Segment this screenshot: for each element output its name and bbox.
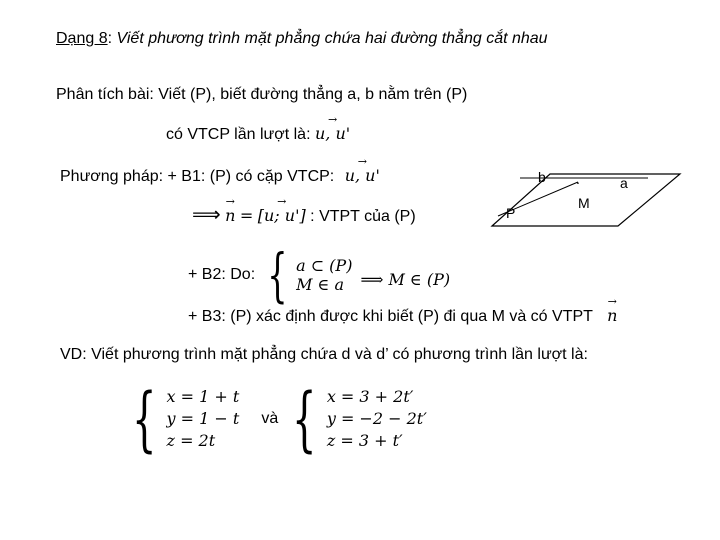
d-prime-brace: {: [292, 378, 317, 460]
step-2-condition-1: a ⊂ (P): [296, 256, 353, 275]
equals-sign: =: [239, 206, 254, 225]
label-b: b: [538, 169, 546, 185]
analysis-vectors: → u, u': [315, 124, 350, 143]
point-dot: .: [576, 171, 580, 187]
line-d-prime-equations: [327, 386, 427, 452]
cross-product: → [u; u']: [258, 206, 306, 225]
analysis-line-1: Phân tích bài: Viết (P), biết đường thẳng a, b nằm trên (P): [56, 86, 468, 103]
d-prime-eq-z: z = 3 + t′: [326, 431, 403, 450]
label-m: M: [578, 195, 590, 211]
label-p: P: [506, 205, 516, 221]
method-step-2: [188, 241, 451, 309]
step-1-text: + B1: (P) có cặp VTCP:: [167, 168, 335, 185]
method-label: Phương pháp:: [60, 168, 164, 185]
step-3-text: + B3: (P) xác định được khi biết (P) đi qua M và có VTPT: [188, 308, 593, 325]
analysis-line-2: [166, 124, 350, 144]
d-brace: {: [132, 378, 157, 460]
example-prompt: VD: Viết phương trình mặt phẳng chứa d và d’ có phương trình lần lượt là:: [60, 346, 588, 363]
plane-diagram: [490, 160, 690, 230]
analysis-line-2-text: có VTCP lần lượt là:: [166, 126, 311, 143]
step-2-condition-2: M ∈ a: [296, 275, 344, 294]
step-1-vectors: → u, u': [345, 166, 380, 185]
step-3-vector: → n: [607, 306, 617, 325]
method-step-1: [60, 166, 380, 186]
d-eq-z: z = 2t: [166, 431, 216, 450]
left-brace: {: [267, 241, 288, 309]
d-prime-eq-x: x = 3 + 2t′: [326, 387, 414, 406]
page-title: [56, 30, 548, 48]
label-a: a: [620, 175, 628, 191]
normal-vector-line: [192, 202, 416, 227]
step-2-text: + B2: Do:: [188, 266, 256, 283]
normal-vector-n: → n: [225, 206, 235, 225]
implies-symbol: ⟹: [192, 204, 221, 226]
d-eq-y: y = 1 − t: [166, 409, 240, 428]
step-2-system: [296, 256, 352, 294]
example-systems: [122, 378, 427, 460]
line-d-equations: [167, 386, 240, 452]
title-text: Viết phương trình mặt phẳng chứa hai đường thẳng cắt nhau: [116, 30, 548, 47]
d-eq-x: x = 1 + t: [166, 387, 240, 406]
d-prime-eq-y: y = −2 − 2t′: [326, 409, 427, 428]
title-colon: :: [107, 30, 117, 47]
title-prefix: Dạng 8: [56, 30, 108, 47]
normal-note: : VTPT của (P): [310, 208, 416, 225]
method-step-3: [188, 306, 617, 326]
step-2-result: ⟹ M ∈ (P): [360, 269, 451, 289]
and-word: và: [261, 410, 279, 427]
